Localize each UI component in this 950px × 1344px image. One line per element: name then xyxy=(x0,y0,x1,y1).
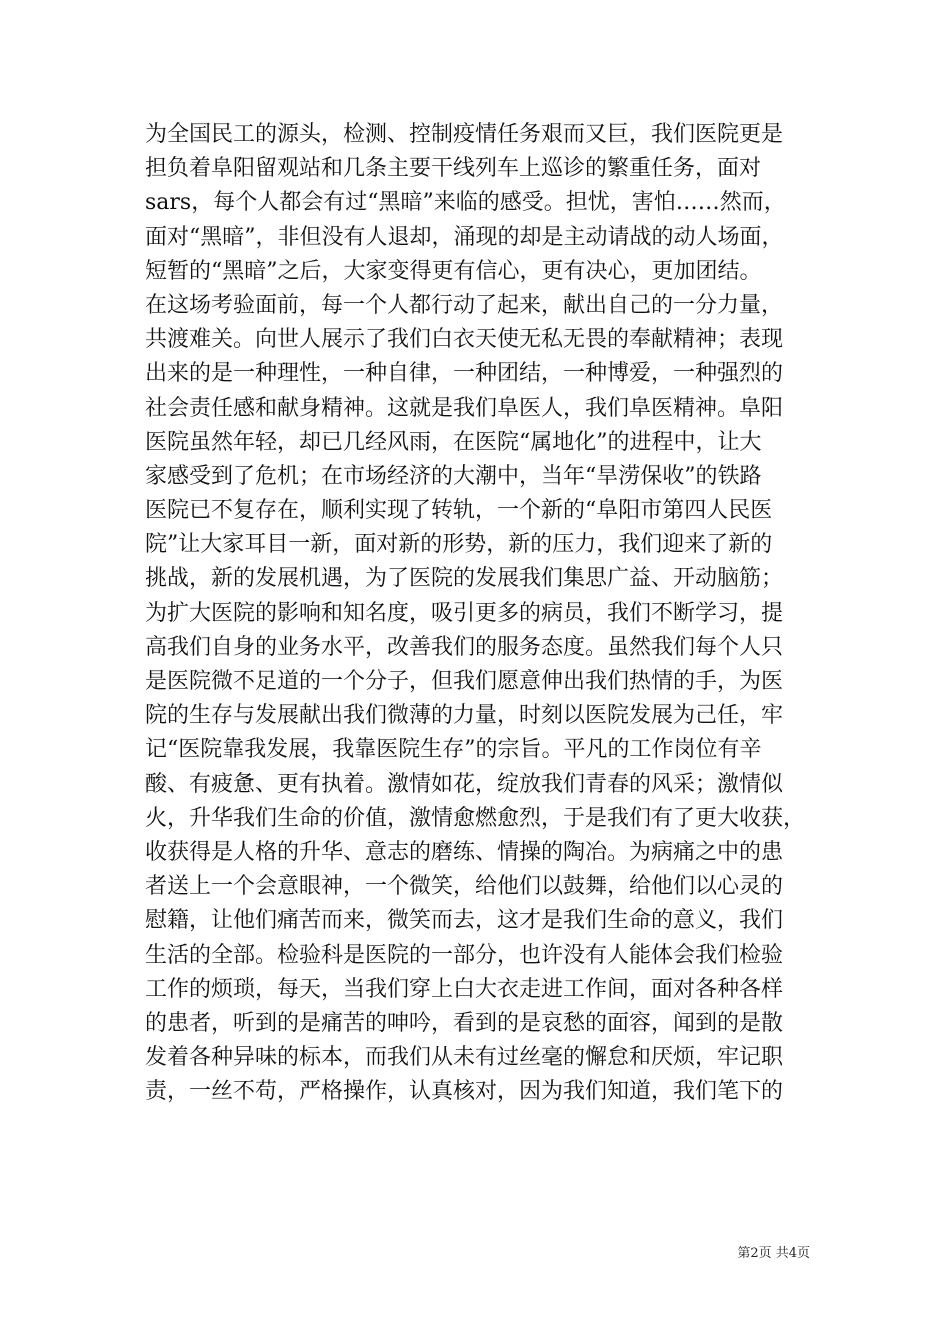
text-line: 挑战，新的发展机遇，为了医院的发展我们集思广益、开动脑筋； xyxy=(145,566,784,592)
text-line: 面对“黑暗”，非但没有人退却，涌现的却是主动请战的动人场面， xyxy=(145,224,784,250)
body-text xyxy=(145,118,820,1109)
text-line: 短暂的“黑暗”之后，大家变得更有信心，更有决心，更加团结。 xyxy=(145,258,762,284)
text-line: 家感受到了危机；在市场经济的大潮中，当年“旱涝保收”的铁路 xyxy=(145,463,762,489)
text-line: 慰籍，让他们痛苦而来，微笑而去，这才是我们生命的意义，我们 xyxy=(145,908,784,934)
text-line: 记“医院靠我发展，我靠医院生存”的宗旨。平凡的工作岗位有辛 xyxy=(145,737,762,763)
text-line: 为扩大医院的影响和知名度，吸引更多的病员，我们不断学习，提 xyxy=(145,600,784,626)
text-line: 的患者，听到的是痛苦的呻吟，看到的是哀愁的面容，闻到的是散 xyxy=(145,1010,784,1036)
text-line: 者送上一个会意眼神，一个微笑，给他们以鼓舞，给他们以心灵的 xyxy=(145,874,784,900)
text-line: 院的生存与发展献出我们微薄的力量，时刻以医院发展为己任，牢 xyxy=(145,703,784,729)
text-line: sars，每个人都会有过“黑暗”来临的感受。担忧，害怕……然而， xyxy=(145,190,786,216)
text-line: 收获得是人格的升华、意志的磨练、情操的陶冶。为病痛之中的患 xyxy=(145,839,784,865)
text-line: 出来的是一种理性，一种自律，一种团结，一种博爱，一种强烈的 xyxy=(145,361,784,387)
text-line: 高我们自身的业务水平，改善我们的服务态度。虽然我们每个人只 xyxy=(145,634,784,660)
text-line: 是医院微不足道的一个分子，但我们愿意伸出我们热情的手，为医 xyxy=(145,669,784,694)
text-line: 为全国民工的源头，检测、控制疫情任务艰而又巨，我们医院更是 xyxy=(145,122,784,147)
text-line: 在这场考验面前，每一个人都行动了起来，献出自己的一分力量， xyxy=(145,292,784,318)
text-line: 医院虽然年轻，却已几经风雨，在医院“属地化”的进程中，让大 xyxy=(145,429,762,455)
text-line: 责，一丝不苟，严格操作，认真核对，因为我们知道，我们笔下的 xyxy=(145,1079,784,1105)
text-line: 担负着阜阳留观站和几条主要干线列车上巡诊的繁重任务，面对 xyxy=(145,156,762,182)
text-line: 社会责任感和献身精神。这就是我们阜医人，我们阜医精神。阜阳 xyxy=(145,395,784,421)
text-line: 酸、有疲惫、更有执着。激情如花，绽放我们青春的风采；激情似 xyxy=(145,771,784,797)
text-line: 生活的全部。检验科是医院的一部分，也许没有人能体会我们检验 xyxy=(145,942,784,968)
text-line: 发着各种异味的标本，而我们从未有过丝毫的懈怠和厌烦，牢记职 xyxy=(145,1045,784,1071)
text-line: 工作的烦琐，每天，当我们穿上白大衣走进工作间，面对各种各样 xyxy=(145,976,784,1002)
text-line: 院”让大家耳目一新，面对新的形势，新的压力，我们迎来了新的 xyxy=(145,532,773,558)
text-line: 医院已不复存在，顺利实现了转轨，一个新的“阜阳市第四人民医 xyxy=(145,498,773,524)
text-line: 火，升华我们生命的价值，激情愈燃愈烈，于是我们有了更大收获， xyxy=(145,805,806,831)
text-line: 共渡难关。向世人展示了我们白衣天使无私无畏的奉献精神；表现 xyxy=(145,327,784,353)
page-number: 第2页 共4页 xyxy=(737,1246,810,1261)
